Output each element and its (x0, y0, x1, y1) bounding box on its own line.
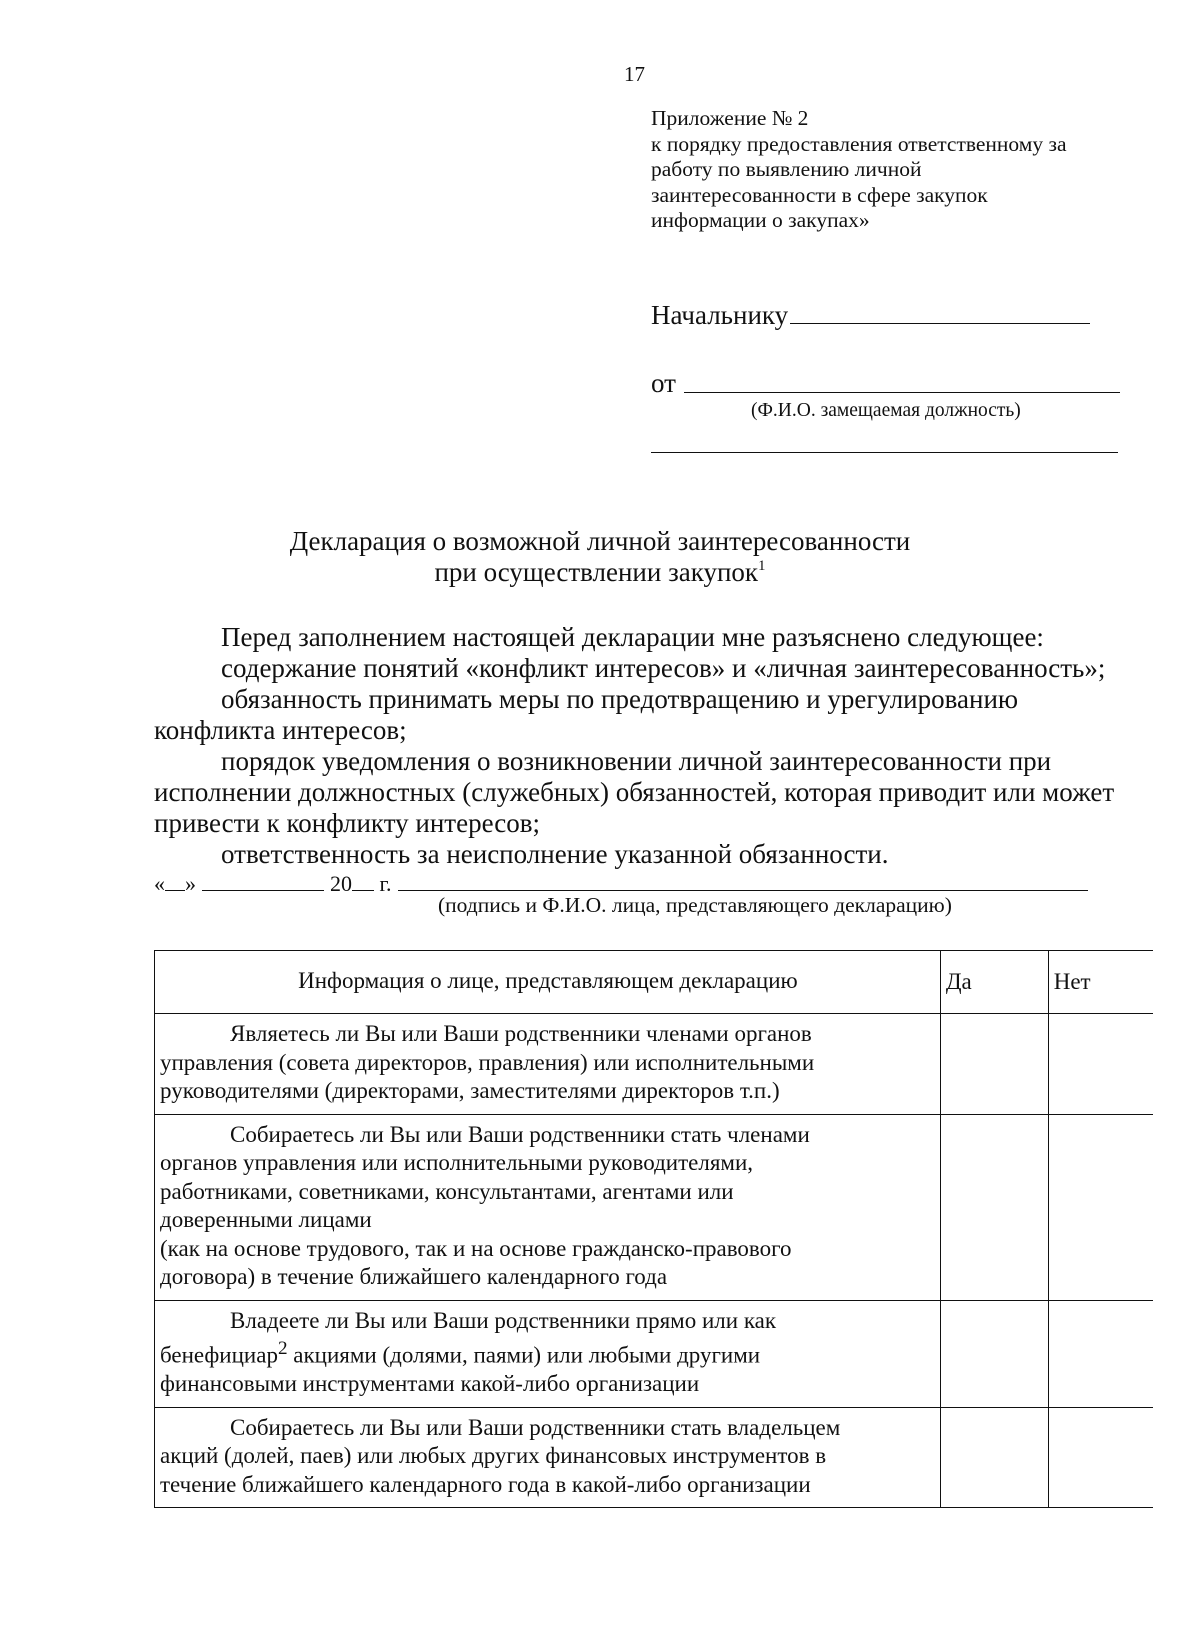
from-hint: (Ф.И.О. замещаемая должность) (751, 400, 1021, 421)
intro-text (154, 622, 1126, 870)
answer-yes-cell[interactable] (940, 1407, 1048, 1508)
signature-blank[interactable] (398, 890, 1088, 891)
table-row (155, 1300, 1154, 1407)
answer-no-cell[interactable] (1048, 1300, 1153, 1407)
subtitle-text: при осуществлении закупок (434, 557, 759, 587)
question-line: течение ближайшего календарного года в какой-либо организации (160, 1471, 811, 1497)
declaration-table (154, 950, 1153, 1508)
header-no: Нет (1048, 951, 1153, 1014)
month-blank[interactable] (202, 890, 324, 891)
annex-line: информации о закупах» (651, 208, 870, 232)
year-prefix: 20 (330, 871, 352, 896)
question-line: работниками, советниками, консультантами, агентами или (160, 1178, 734, 1204)
intro-paragraph: Перед заполнением настоящей декларации мне разъяснено следующее: (221, 622, 1044, 652)
question-cell (155, 1114, 941, 1300)
table-row (155, 1407, 1154, 1508)
intro-paragraph: ответственность за неисполнение указанной обязанности. (221, 839, 889, 869)
question-cell (155, 1300, 941, 1407)
page-number: 17 (624, 62, 645, 86)
table-header-row (155, 951, 1154, 1014)
declaration-title: Декларация о возможной личной заинтересованности (289, 526, 911, 556)
answer-no-cell[interactable] (1048, 1114, 1153, 1300)
footnote-mark: 1 (758, 558, 766, 574)
table-row (155, 1114, 1154, 1300)
question-line: органов управления или исполнительными руководителями, (160, 1150, 754, 1175)
open-quote: « (154, 871, 165, 896)
question-line: руководителями (директорами, заместителями директоров т.п.) (160, 1078, 780, 1103)
year-blank[interactable] (352, 890, 374, 891)
from-blank[interactable] (684, 392, 1120, 393)
answer-yes-cell[interactable] (940, 1300, 1048, 1407)
question-text: бенефициар (160, 1342, 278, 1368)
close-quote: » (185, 871, 196, 896)
answer-yes-cell[interactable] (940, 1014, 1048, 1115)
question-line: (как на основе трудового, так и на основе гражданско-правового (160, 1235, 792, 1261)
question-line: акций (долей, паев) или любых других финансовых инструментов в (160, 1443, 827, 1469)
annex-line: заинтересованности в сфере закупок (651, 182, 988, 207)
year-suffix: г. (379, 871, 392, 896)
declaration-subtitle (0, 557, 1200, 588)
footnote-mark: 2 (277, 1338, 288, 1359)
annex-line: Приложение № 2 (651, 106, 809, 130)
addressee-blank[interactable] (790, 301, 1090, 324)
addressee-label: Начальнику (651, 300, 789, 330)
intro-paragraph-line: конфликта интересов; (154, 715, 407, 745)
question-text: акциями (долями, паями) или любыми другими (287, 1342, 761, 1368)
question-cell (155, 1407, 941, 1508)
intro-paragraph-line: обязанность принимать меры по предотвращению и урегулированию (221, 684, 1019, 714)
answer-yes-cell[interactable] (940, 1114, 1048, 1300)
question-line: Владеете ли Вы или Ваши родственники прямо или как (230, 1307, 777, 1333)
intro-paragraph-line: порядок уведомления о возникновении личной заинтересованности при (221, 746, 1052, 776)
question-line (160, 1335, 936, 1370)
header-info: Информация о лице, представляющем декларацию (155, 951, 941, 1014)
question-line: договора) в течение ближайшего календарного года (160, 1264, 668, 1289)
question-cell (155, 1014, 941, 1115)
annex-header (651, 106, 1067, 234)
question-line: финансовыми инструментами какой-либо организации (160, 1371, 700, 1397)
question-line: управления (совета директоров, правления) или исполнительными (160, 1049, 815, 1075)
header-yes: Да (940, 951, 1048, 1014)
from-label: от (651, 368, 676, 398)
addressee-line (651, 300, 1090, 331)
intro-paragraph-line: привести к конфликту интересов; (154, 808, 540, 838)
from-line (651, 368, 676, 399)
question-line: Являетесь ли Вы или Ваши родственники членами органов (230, 1021, 812, 1046)
signature-hint: (подпись и Ф.И.О. лица, представляющего декларацию) (438, 893, 952, 917)
question-line: Собираетесь ли Вы или Ваши родственники стать членами (230, 1121, 810, 1147)
intro-paragraph-line: исполнении должностных (служебных) обязанностей, которая приводит или может (154, 777, 1115, 807)
question-line: доверенными лицами (160, 1207, 372, 1232)
table-row (155, 1014, 1154, 1115)
annex-line: работу по выявлению личной (651, 157, 922, 181)
answer-no-cell[interactable] (1048, 1014, 1153, 1115)
day-blank[interactable] (165, 890, 185, 891)
annex-line: к порядку предоставления ответственному за (651, 131, 1067, 156)
intro-paragraph: содержание понятий «конфликт интересов» и «личная заинтересованность»; (221, 653, 1106, 683)
position-blank[interactable] (651, 452, 1118, 453)
answer-no-cell[interactable] (1048, 1407, 1153, 1508)
question-line: Собираетесь ли Вы или Ваши родственники стать владельцем (230, 1414, 841, 1440)
